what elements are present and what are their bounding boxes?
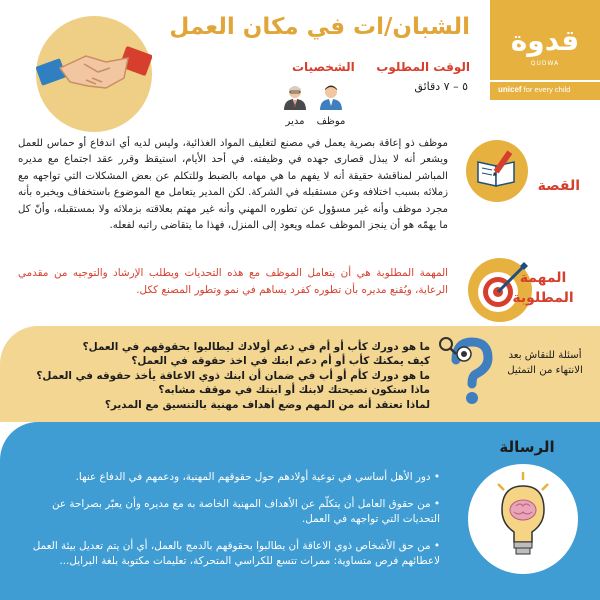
- message-item: • من حقوق العامل أن يتكلّم عن الأهداف المهنية الخاصة به مع مديره وأن يعبّر بصراحة عن التحديات التي تواجهه في العمل.: [52, 498, 440, 525]
- message-item: • من حق الأشخاص ذوي الاعاقة أن يطالبوا بحقوقهم بالدمج بالعمل، أي أن يتم تعديل بيئة العمل لاعطائهم فرص متساوية: ممرات تتسع للكراسي المتحركة، تعليمات مكتوبة بلغة البرايل...: [32, 540, 440, 567]
- message-label: الرسالة: [499, 438, 555, 456]
- question-item: ماذا ستكون نصيحتك لابنك أو ابنتك في موقف مشابه؟: [158, 384, 430, 397]
- story-text: موظف ذو إعاقة بصرية يعمل في مصنع لتغليف المواد الغذائية، وليس لديه أي اندفاع أو حماس للعمل ويشعر أنه لا يبذل قصارى جهده في وظيفته. في أحد الأيام، استيقظ وقرر عقد اجتماع مع مديره المباشر لمناقشة حقيقة أنه لا يفهم ما هي مهامه بالضبط وللتكلم عن بعض المشكلات التي تواجهه مع زملائه بسبب اختلافه وعن مستقبله في الشركة. لكن المدير يتعامل مع الموضوع باستخفاف ويخبره بأنه مجرد موظف وأنه غير مسؤول عن تطوره المهني وأنه غير مهتم بعلاقته بزملائه ولا بمستقبله، وأنّ كل ما يهمّه هو أن ينجز الموظف عمله ويعود إلى المنزل، فهذا ما يتقاضى راتبه لفعله.: [18, 138, 448, 232]
- discussion-questions: [36, 340, 430, 412]
- employee-label: موظف: [316, 116, 346, 127]
- question-item: ما هو دورك كأب أو أم في دعم أولادك ليطالبوا بحقوقهم في العمل؟: [82, 341, 430, 353]
- question-item: لماذا تعتقد أنه من المهم وضع أهداف مهنية بالتنسيق مع المدير؟: [104, 398, 430, 411]
- task-label: [500, 268, 586, 308]
- time-value: ٥ – ٧ دقائق: [414, 80, 468, 93]
- time-label: الوقت المطلوب: [376, 60, 470, 74]
- page-title: الشبان/ات في مكان العمل: [169, 14, 470, 40]
- header: [0, 0, 600, 130]
- message-list: [22, 470, 440, 581]
- unicef-bar: [490, 80, 600, 100]
- unicef-logo: [498, 85, 570, 94]
- character-manager: [280, 84, 310, 127]
- story-label: القصة: [537, 178, 580, 194]
- lightbulb-brain-icon: [490, 470, 556, 580]
- characters-label: الشخصيات: [292, 60, 355, 74]
- unicef-name: unicef: [498, 85, 522, 94]
- employee-icon: [318, 84, 344, 110]
- character-employee: [316, 84, 346, 127]
- logo-text: قدوة: [510, 24, 580, 57]
- manager-label: مدير: [285, 116, 305, 127]
- question-item: ما هو دورك كأم أو أب في ضمان أن ابنك ذوي الاعاقة يأخذ حقوقه في العمل؟: [36, 369, 430, 382]
- question-mark-icon: [438, 336, 502, 412]
- manager-icon: [282, 84, 308, 110]
- task-label-line2: المطلوبة: [512, 290, 574, 306]
- task-label-line1: المهمة: [519, 270, 567, 286]
- unicef-tagline: for every child: [523, 85, 571, 94]
- task-text: المهمة المطلوبة هي أن يتعامل الموظف مع هذه التحديات ويطلب الإرشاد والتوجيه من مقدمي الرعاية، ويُقنع مديره بأن تطوره كفرد يساهم في نمو وتطور المصنع ككل.: [18, 267, 448, 296]
- discussion-label: أسئلة للنقاش بعد الانتهاء من التمثيل: [507, 350, 583, 376]
- question-item: كيف يمكنك كأب أو أم دعم ابنك في اخذ حقوقه في العمل؟: [131, 355, 430, 368]
- logo-sub: QUDWA: [530, 60, 560, 67]
- handshake-circle: [36, 16, 152, 132]
- message-item: • دور الأهل أساسي في توعية أولادهم حول حقوقهم المهنية، ودعمهم في الدفاع عنها.: [75, 471, 440, 483]
- handshake-icon: [36, 16, 152, 132]
